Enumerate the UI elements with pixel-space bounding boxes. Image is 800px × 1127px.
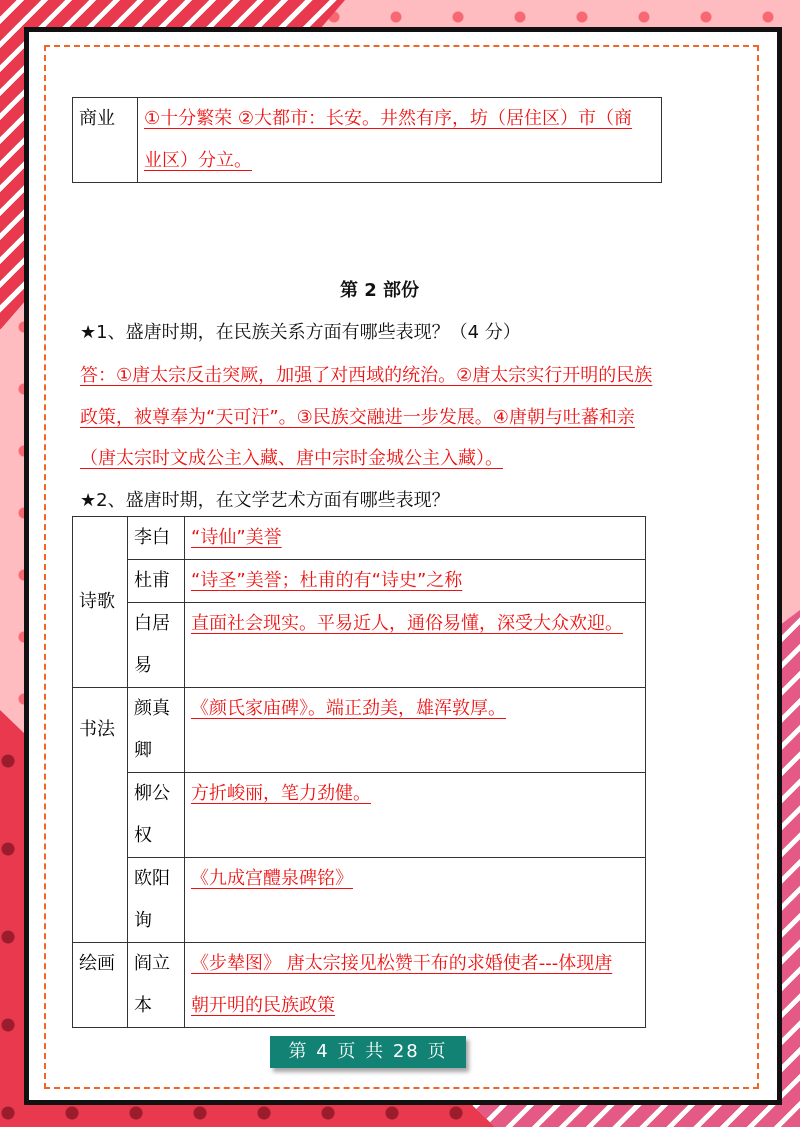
content-text: 《九成宫醴泉碑铭》 bbox=[191, 868, 353, 889]
question-1: ★1、盛唐时期，在民族关系方面有哪些表现？（4 分） bbox=[80, 322, 521, 343]
content-cell bbox=[185, 943, 646, 1028]
row-content bbox=[138, 98, 662, 183]
person-cell bbox=[128, 858, 185, 943]
row-label: 商业 bbox=[73, 98, 138, 183]
content-text: 直面社会现实。平易近人，通俗易懂，深受大众欢迎。 bbox=[191, 613, 623, 634]
table-row bbox=[73, 943, 646, 1028]
content-cell bbox=[185, 773, 646, 858]
person-name: 杜甫 bbox=[134, 570, 170, 591]
content-text: 方折峻丽，笔力劲健。 bbox=[191, 783, 371, 804]
content-cell bbox=[185, 603, 646, 688]
answer-line: 政策，被尊奉为“天可汗”。③民族交融进一步发展。④唐朝与吐蕃和亲 bbox=[80, 407, 635, 428]
content-cell bbox=[185, 688, 646, 773]
content-text: 朝开明的民族政策 bbox=[191, 995, 335, 1016]
person-cell bbox=[128, 560, 185, 603]
table-row bbox=[73, 98, 662, 183]
table-row bbox=[73, 560, 646, 603]
table-row bbox=[73, 773, 646, 858]
person-name: 白居 bbox=[134, 613, 170, 634]
content-line: 业区）分立。 bbox=[144, 150, 252, 171]
content-line: ①十分繁荣 ②大都市：长安。井然有序，坊（居住区）市（商 bbox=[144, 108, 632, 129]
table-row bbox=[73, 603, 646, 688]
content-text: 《步辇图》 唐太宗接见松赞干布的求婚使者---体现唐 bbox=[191, 953, 613, 974]
table-row bbox=[73, 688, 646, 773]
content-text: 《颜氏家庙碑》。端正劲美，雄浑敦厚。 bbox=[191, 698, 506, 719]
answer-line: （唐太宗时文成公主入藏、唐中宗时金城公主入藏）。 bbox=[80, 448, 503, 469]
content-text: “诗圣”美誉；杜甫的有“诗史”之称 bbox=[191, 570, 463, 591]
content-cell bbox=[185, 858, 646, 943]
question-2: ★2、盛唐时期，在文学艺术方面有哪些表现？ bbox=[80, 490, 450, 511]
person-name: 欧阳 bbox=[134, 868, 170, 889]
page-number-badge: 第 4 页 共 28 页 bbox=[270, 1036, 466, 1068]
category-cell: 书法 bbox=[73, 688, 128, 943]
content-text: “诗仙”美誉 bbox=[191, 527, 282, 548]
person-name: 阎立 bbox=[134, 953, 170, 974]
content-cell bbox=[185, 560, 646, 603]
person-cell bbox=[128, 603, 185, 688]
person-name: 询 bbox=[134, 910, 152, 931]
content-cell bbox=[185, 517, 646, 560]
person-cell bbox=[128, 517, 185, 560]
category-cell: 诗歌 bbox=[73, 517, 128, 688]
person-name: 柳公 bbox=[134, 783, 170, 804]
person-cell bbox=[128, 773, 185, 858]
person-name: 本 bbox=[134, 995, 152, 1016]
person-cell bbox=[128, 943, 185, 1028]
person-name: 李白 bbox=[134, 527, 170, 548]
section-title: 第 2 部份 bbox=[340, 280, 420, 301]
table-row bbox=[73, 858, 646, 943]
commerce-table bbox=[72, 97, 662, 183]
person-name: 易 bbox=[134, 655, 152, 676]
person-name: 颜真 bbox=[134, 698, 170, 719]
person-name: 权 bbox=[134, 825, 152, 846]
table-row bbox=[73, 517, 646, 560]
literature-art-table bbox=[72, 516, 646, 1028]
person-name: 卿 bbox=[134, 740, 152, 761]
category-cell: 绘画 bbox=[73, 943, 128, 1028]
answer-line: 答：①唐太宗反击突厥，加强了对西域的统治。②唐太宗实行开明的民族 bbox=[80, 365, 653, 386]
person-cell bbox=[128, 688, 185, 773]
